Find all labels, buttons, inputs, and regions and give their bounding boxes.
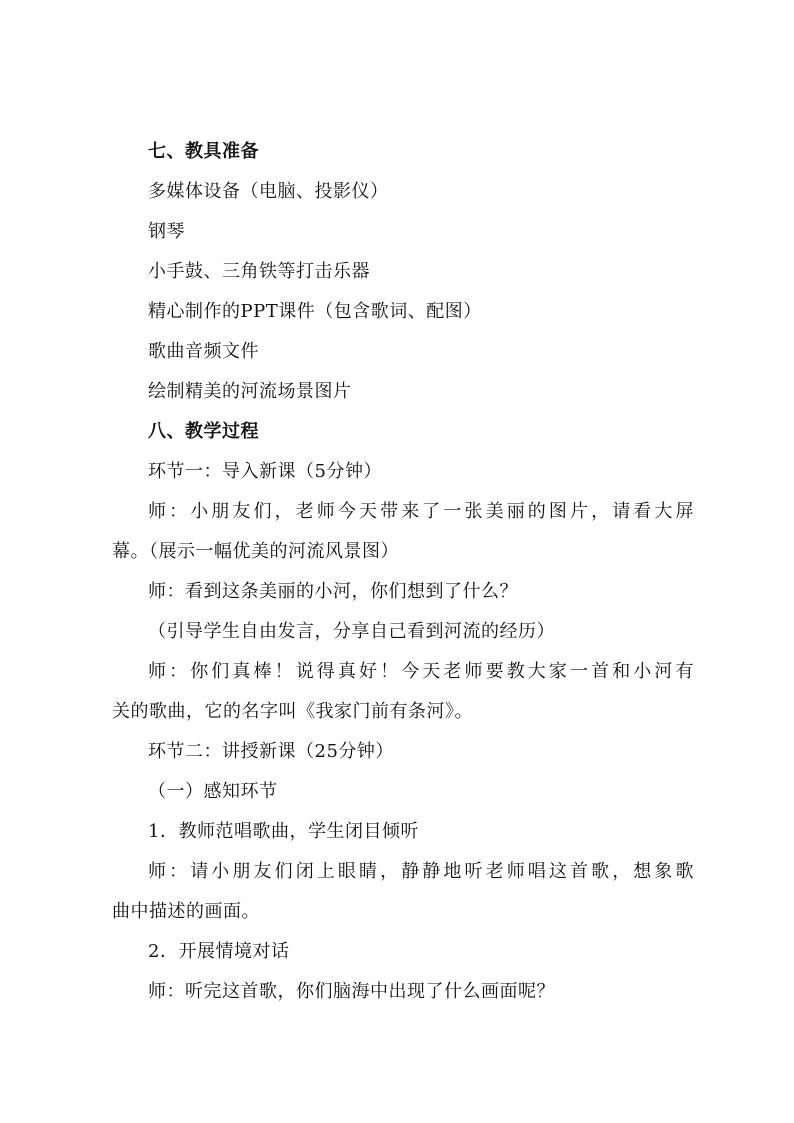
paragraph-line: 师：你们真棒！说得真好！今天老师要教大家一首和小河有: [148, 661, 694, 682]
paragraph-line: 师：请小朋友们闭上眼睛，静静地听老师唱这首歌，想象歌: [148, 861, 694, 882]
list-item: 多媒体设备（电脑、投影仪）: [148, 181, 389, 202]
section-heading-process: 八、教学过程: [148, 421, 259, 442]
step-title: 环节二：讲授新课（25分钟）: [148, 741, 394, 762]
paragraph-line: 曲中描述的画面。: [112, 901, 260, 922]
list-item: 钢琴: [148, 221, 185, 242]
numbered-item: 2．开展情境对话: [148, 941, 290, 962]
list-item: 小手鼓、三角铁等打击乐器: [148, 261, 370, 282]
subsection-title: （一）感知环节: [148, 781, 278, 802]
paragraph: 师：听完这首歌，你们脑海中出现了什么画面呢？: [148, 981, 555, 1002]
paragraph: （引导学生自由发言，分享自己看到河流的经历）: [148, 621, 555, 642]
paragraph-line: 关的歌曲，它的名字叫《我家门前有条河》。: [112, 701, 473, 722]
paragraph-line: 幕。（展示一幅优美的河流风景图）: [112, 541, 399, 562]
document-page: [112, 132, 696, 1012]
list-item: 歌曲音频文件: [148, 341, 259, 362]
numbered-item: 1．教师范唱歌曲，学生闭目倾听: [148, 821, 419, 842]
paragraph-line: 师：小朋友们，老师今天带来了一张美丽的图片，请看大屏: [148, 501, 694, 522]
list-item: 绘制精美的河流场景图片: [148, 381, 352, 402]
list-item: 精心制作的PPT课件（包含歌词、配图）: [148, 301, 482, 322]
section-heading-materials: 七、教具准备: [148, 141, 259, 162]
paragraph: 师：看到这条美丽的小河，你们想到了什么？: [148, 581, 518, 602]
step-title: 环节一：导入新课（5分钟）: [148, 461, 382, 482]
